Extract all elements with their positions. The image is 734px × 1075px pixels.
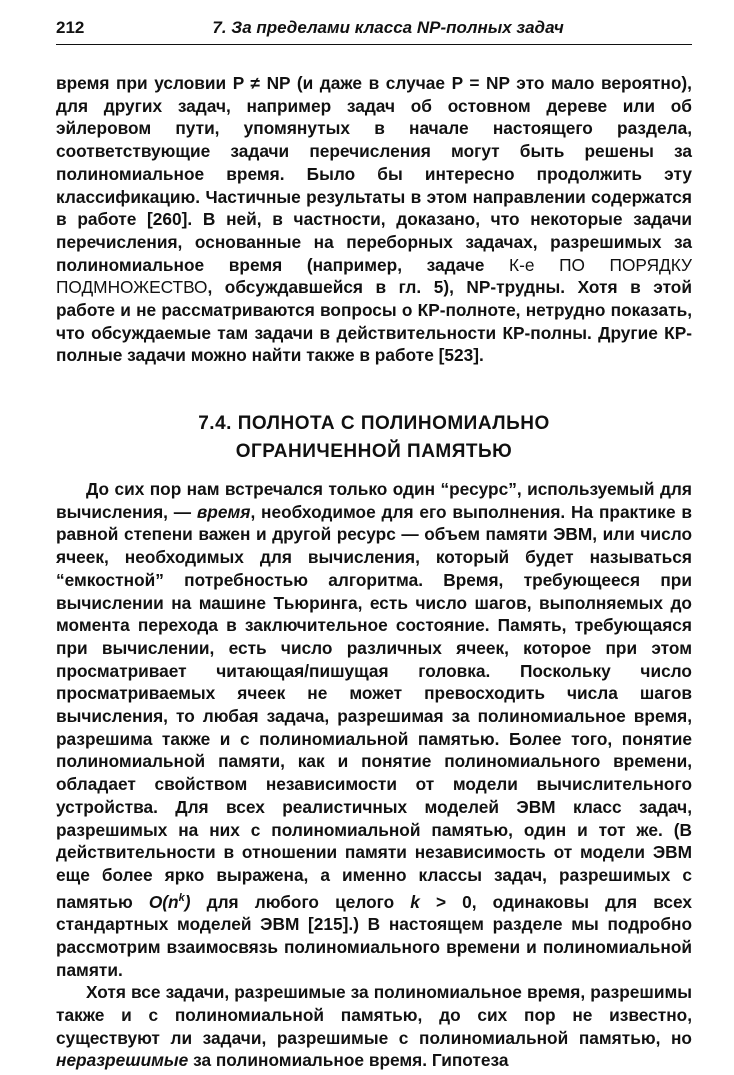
p1-emphasis-time: время: [196, 501, 251, 522]
paragraph-1: [56, 478, 692, 981]
section-heading-line-2: ОГРАНИЧЕННОЙ ПАМЯТЬЮ: [235, 441, 513, 462]
section-heading: [56, 410, 692, 466]
p2-text-b: за полиномиальное время. Гипотеза: [188, 1050, 509, 1071]
p1-text-d: > 0, одинаковы для всех стандартных моделей ЭВМ [215].) В настоящем разделе мы подробно рассмотрим взаимосвязь полиномиального времени и полиномиальной памяти.: [56, 891, 692, 980]
intro-text-1: время при условии P ≠ NP (и даже в случае P = NP это мало вероятно), для других задач, например задач об остовном дереве или об эйлеровом пути, упомянутых в начале настоящего раздела, соответствующие задачи перечисления могут быть решены за полиномиальное время. Было бы интересно продолжить эту классификацию. Частичные результаты в этом направлении содержатся в работе [260]. В ней, в частности, доказано, что некоторые задачи перечисления, основанные на переборных задачах, разрешимых за полиномиальное время (например, задаче: [56, 73, 692, 275]
p1-text-a: До сих пор нам встречался только один “ресурс”, используемый для вычисления, —: [56, 479, 692, 522]
p1-text-c: для любого целого: [190, 891, 411, 912]
section-body: [56, 478, 692, 1072]
p1-formula-close: ): [184, 891, 191, 912]
p2-text-a: Хотя все задачи, разрешимые за полиномиальное время, разрешимы также и с полиномиальной памятью, до сих пор не известно, существуют ли задачи, разрешимые с полиномиальной памятью, но: [56, 982, 692, 1048]
p1-formula: O(n: [148, 891, 179, 912]
p2-emphasis: неразрешимые: [56, 1050, 189, 1071]
intro-text-2: , обсуждавшейся в гл. 5), NP-трудны. Хотя в этой работе и не рассматриваются вопросы о КР-полноте, нетрудно показать, что обсуждаемые там задачи в действительности КР-полны. Другие КР-полные задачи можно найти также в работе [523].: [56, 277, 692, 366]
page-header: [56, 18, 692, 45]
running-head: 7. За пределами класса NP-полных задач: [212, 18, 564, 37]
section-heading-line-1: 7.4. ПОЛНОТА С ПОЛИНОМИАЛЬНО: [198, 413, 550, 434]
p1-variable-k: k: [410, 891, 420, 912]
paragraph-2: [56, 981, 692, 1072]
intro-paragraph: [56, 72, 692, 367]
p1-text-b: , необходимое для его выполнения. На практике в равной степени важен и другой ресурс — объем памяти ЭВМ, или число ячеек, необходимых для вычисления, который будет называться “емкостной” потребностью алгоритма. Время, требующееся при вычислении на машине Тьюринга, есть число шагов, выполняемых до момента перехода в заключительное состояние. Память, требующаяся при вычислении, есть число различных ячеек, которое при этом просматривает читающая/пишущая головка. Поскольку число просматриваемых ячеек не может превосходить числа шагов вычисления, то любая задача, разрешимая за полиномиальное время, разрешима также и с полиномиальной памятью. Более того, понятие полиномиальной памяти, как и понятие полиномиального времени, обладает свойством независимости от модели вычислительного устройства. Для всех реалистичных моделей ЭВМ класс задач, разрешимых на них с полиномиальной памятью, один и тот же. (В действительности в отношении памяти независимость от модели ЭВМ еще более ярко выражена, а именно классы задач, разрешимых с памятью: [56, 501, 692, 912]
page-number: 212: [56, 18, 85, 37]
p1-formula-exponent: k: [178, 891, 185, 904]
problem-name: К-е ПО ПОРЯДКУ ПОДМНОЖЕСТВО: [56, 254, 692, 298]
